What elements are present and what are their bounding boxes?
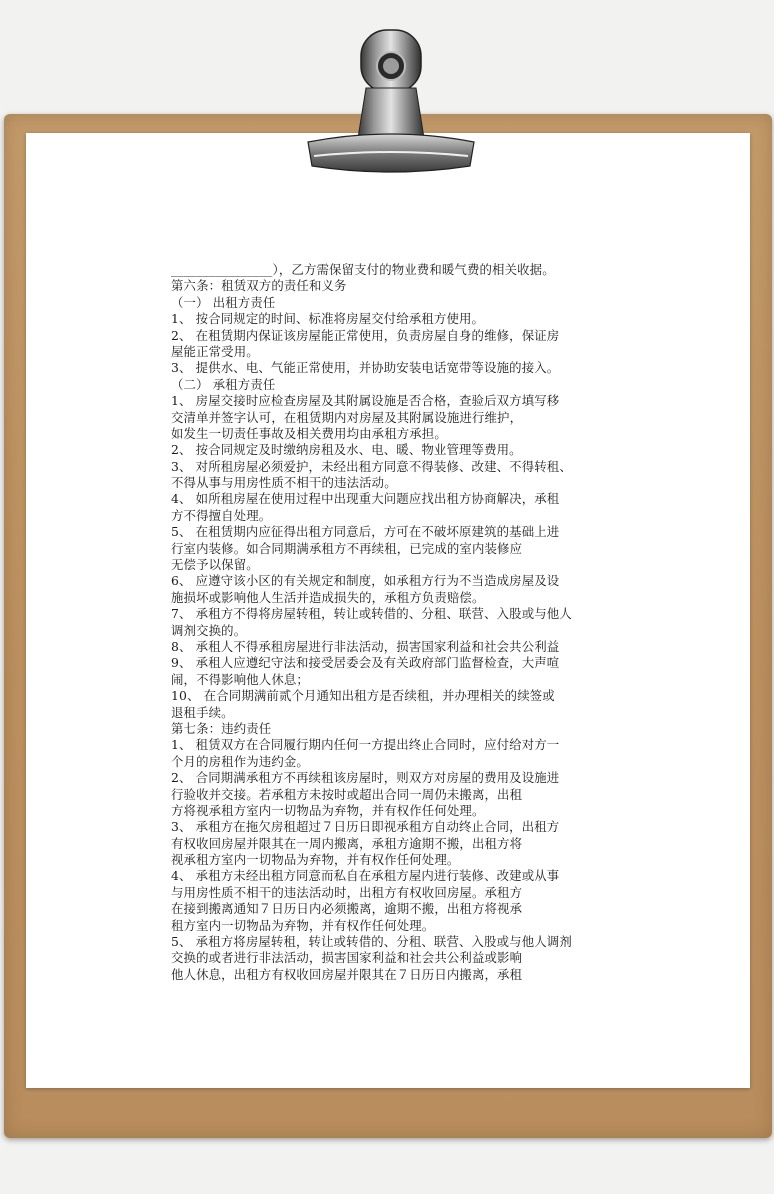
text-line: 个月的房租作为违约金。 <box>171 753 309 769</box>
text-line: 第六条：租赁双方的责任和义务 <box>171 278 347 294</box>
text-line: 5、 在租赁期内应征得出租方同意后，方可在不破坏原建筑的基础上进 <box>171 524 560 540</box>
text-line: 2、 在租赁期内保证该房屋能正常使用，负责房屋自身的维修，保证房 <box>171 327 560 343</box>
text-line: 交换的或者进行非法活动，损害国家利益和社会共公利益或影响 <box>171 950 523 966</box>
text-line: 3、 承租方在拖欠房租超过７日历日即视承租方自动终止合同，出租方 <box>171 819 560 835</box>
text-line: 2、 按合同规定及时缴纳房租及水、电、暖、物业管理等费用。 <box>171 442 522 458</box>
text-line: 1、 按合同规定的时间、标准将房屋交付给承租方使用。 <box>171 311 485 327</box>
text-line: 施损坏或影响他人生活并造成损失的，承租方负责赔偿。 <box>171 589 485 605</box>
text-line: 视承租方室内一切物品为弃物，并有权作任何处理。 <box>171 852 460 868</box>
text-line: （一） 出租方责任 <box>171 294 276 310</box>
text-line: 7、 承租方不得将房屋转租，转让或转借的、分租、联营、入股或与他人 <box>171 606 572 622</box>
binder-clip-icon <box>306 28 476 178</box>
text-line: 有权收回房屋并限其在一周内搬离，承租方逾期不搬，出租方将 <box>171 835 523 851</box>
text-line: 不得从事与用房性质不相干的违法活动。 <box>171 475 397 491</box>
text-line: 调剂交换的。 <box>171 622 247 638</box>
text-line: 第七条：违约责任 <box>171 720 272 736</box>
text-line: 他人休息，出租方有权收回房屋并限其在７日历日内搬离，承租 <box>171 966 523 982</box>
text-line: 退租手续。 <box>171 704 234 720</box>
text-line: 10、 在合同期满前贰个月通知出租方是否续租，并办理相关的续签或 <box>171 688 555 704</box>
text-line: 5、 承租方将房屋转租，转让或转借的、分租、联营、入股或与他人调剂 <box>171 934 572 950</box>
text-line: 方不得擅自处理。 <box>171 507 272 523</box>
contract-text <box>171 262 596 983</box>
text-line: 6、 应遵守该小区的有关规定和制度，如承租方行为不当造成房屋及设 <box>171 573 560 589</box>
text-line: 4、 如所租房屋在使用过程中出现重大问题应找出租方协商解决，承租 <box>171 491 560 507</box>
text-line: 屋能正常受用。 <box>171 343 259 359</box>
text-line: 2、 合同期满承租方不再续租该房屋时，则双方对房屋的费用及设施进 <box>171 770 560 786</box>
text-line: 租方室内一切物品为弃物，并有权作任何处理。 <box>171 917 435 933</box>
text-line: 如发生一切责任事故及相关费用均由承租方承担。 <box>171 425 447 441</box>
text-line: 行验收并交接。若承租方未按时或超出合同一周仍未搬离，出租 <box>171 786 523 802</box>
text-line: 闹，不得影响他人休息； <box>171 671 309 687</box>
text-line: 1、 房屋交接时应检查房屋及其附属设施是否合格，查验后双方填写移 <box>171 393 560 409</box>
text-line: 无偿予以保留。 <box>171 557 259 573</box>
text-line: （二） 承租方责任 <box>171 376 276 392</box>
text-line: 1、 租赁双方在合同履行期内任何一方提出终止合同时，应付给对方一 <box>171 737 560 753</box>
text-line: 行室内装修。如合同期满承租方不再续租，已完成的室内装修应 <box>171 540 523 556</box>
text-line: 与用房性质不相干的违法活动时，出租方有权收回房屋。承租方 <box>171 884 523 900</box>
text-line: 4、 承租方未经出租方同意而私自在承租方屋内进行装修、改建或从事 <box>171 868 560 884</box>
text-line: 方将视承租方室内一切物品为弃物，并有权作任何处理。 <box>171 802 485 818</box>
text-line: 3、 对所租房屋必须爱护，未经出租方同意不得装修、改建、不得转租、 <box>171 458 572 474</box>
text-line: ________________），乙方需保留支付的物业费和暖气费的相关收据。 <box>171 262 555 277</box>
text-line: 在接到搬离通知７日历日内必须搬离，逾期不搬，出租方将视承 <box>171 901 523 917</box>
text-line: 9、 承租人应遵纪守法和接受居委会及有关政府部门监督检查，大声喧 <box>171 655 560 671</box>
text-line: 交清单并签字认可，在租赁期内对房屋及其附属设施进行维护， <box>171 409 523 425</box>
text-line: 8、 承租人不得承租房屋进行非法活动，损害国家利益和社会共公利益 <box>171 638 560 654</box>
text-line: 3、 提供水、电、气能正常使用，并协助安装电话宽带等设施的接入。 <box>171 360 560 376</box>
